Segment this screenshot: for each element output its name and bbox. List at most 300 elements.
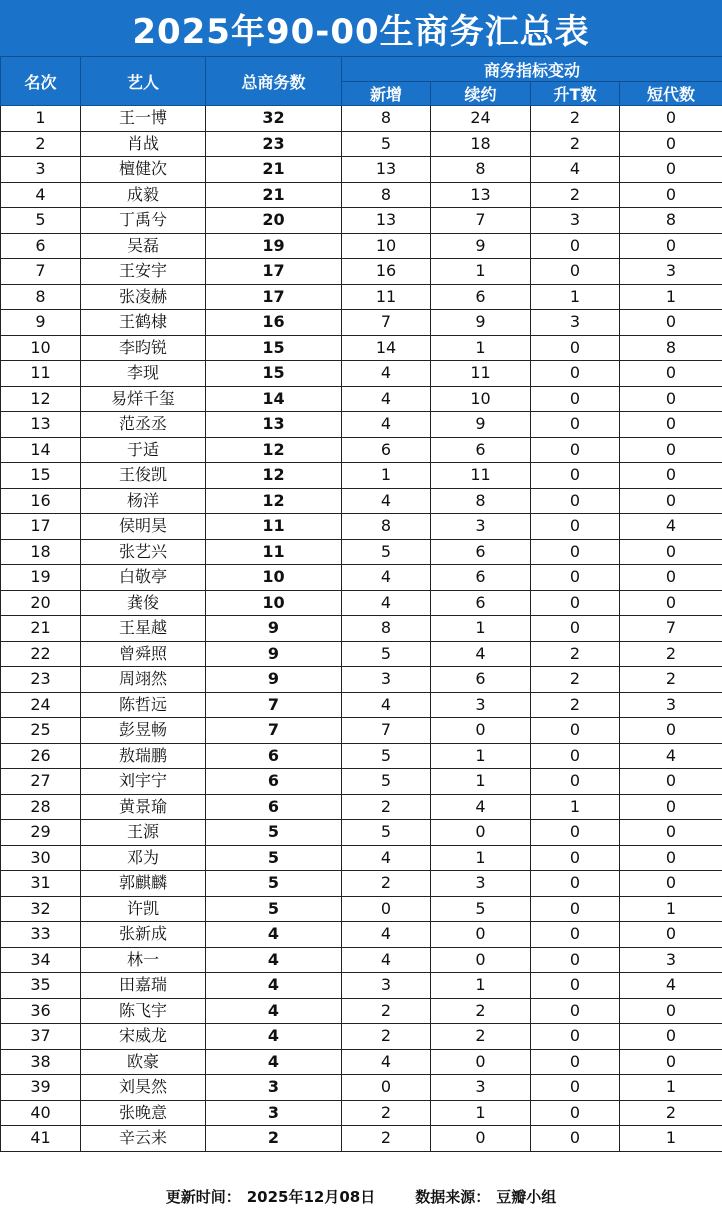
rank-cell: 29: [1, 820, 81, 846]
name-cell: 易烊千玺: [81, 386, 206, 412]
short-cell: 4: [620, 514, 722, 540]
upgrade-cell: 0: [531, 922, 620, 948]
short-cell: 0: [620, 1024, 722, 1050]
renew-cell: 6: [431, 437, 531, 463]
short-cell: 0: [620, 565, 722, 591]
renew-cell: 2: [431, 998, 531, 1024]
rank-cell: 6: [1, 233, 81, 259]
table-row: [1, 769, 722, 795]
rank-cell: 38: [1, 1049, 81, 1075]
short-cell: 7: [620, 616, 722, 642]
new-cell: 2: [342, 1126, 431, 1152]
name-cell: 王一博: [81, 106, 206, 132]
total-cell: 5: [206, 896, 342, 922]
table-row: [1, 310, 722, 336]
rank-cell: 19: [1, 565, 81, 591]
header-rank: 名次: [1, 57, 81, 106]
renew-cell: 6: [431, 539, 531, 565]
rank-cell: 33: [1, 922, 81, 948]
upgrade-cell: 2: [531, 692, 620, 718]
update-label: 更新时间：: [165, 1188, 241, 1206]
renew-cell: 1: [431, 259, 531, 285]
table-row: [1, 488, 722, 514]
rank-cell: 35: [1, 973, 81, 999]
renew-cell: 11: [431, 463, 531, 489]
name-cell: 陈哲远: [81, 692, 206, 718]
short-cell: 2: [620, 641, 722, 667]
rank-cell: 24: [1, 692, 81, 718]
name-cell: 张艺兴: [81, 539, 206, 565]
total-cell: 4: [206, 1024, 342, 1050]
new-cell: 4: [342, 590, 431, 616]
name-cell: 邓为: [81, 845, 206, 871]
short-cell: 1: [620, 1126, 722, 1152]
upgrade-cell: 2: [531, 641, 620, 667]
table-row: [1, 335, 722, 361]
name-cell: 敖瑞鹏: [81, 743, 206, 769]
short-cell: 0: [620, 233, 722, 259]
page-title: 2025年90-00生商务汇总表: [0, 0, 722, 56]
new-cell: 5: [342, 743, 431, 769]
new-cell: 8: [342, 616, 431, 642]
short-cell: 0: [620, 412, 722, 438]
short-cell: 2: [620, 1100, 722, 1126]
name-cell: 辛云来: [81, 1126, 206, 1152]
name-cell: 丁禹兮: [81, 208, 206, 234]
new-cell: 1: [342, 463, 431, 489]
total-cell: 12: [206, 437, 342, 463]
table-row: [1, 182, 722, 208]
total-cell: 16: [206, 310, 342, 336]
total-cell: 7: [206, 718, 342, 744]
renew-cell: 0: [431, 820, 531, 846]
rank-cell: 36: [1, 998, 81, 1024]
short-cell: 0: [620, 131, 722, 157]
name-cell: 张晚意: [81, 1100, 206, 1126]
total-cell: 13: [206, 412, 342, 438]
total-cell: 23: [206, 131, 342, 157]
name-cell: 王鹤棣: [81, 310, 206, 336]
rank-cell: 25: [1, 718, 81, 744]
renew-cell: 1: [431, 743, 531, 769]
renew-cell: 1: [431, 335, 531, 361]
name-cell: 王星越: [81, 616, 206, 642]
new-cell: 4: [342, 412, 431, 438]
total-cell: 11: [206, 514, 342, 540]
rank-cell: 26: [1, 743, 81, 769]
new-cell: 11: [342, 284, 431, 310]
table-row: [1, 998, 722, 1024]
header-total: 总商务数: [206, 57, 342, 106]
new-cell: 4: [342, 922, 431, 948]
upgrade-cell: 0: [531, 488, 620, 514]
short-cell: 0: [620, 157, 722, 183]
new-cell: 4: [342, 845, 431, 871]
rank-cell: 9: [1, 310, 81, 336]
name-cell: 范丞丞: [81, 412, 206, 438]
name-cell: 田嘉瑞: [81, 973, 206, 999]
renew-cell: 0: [431, 1126, 531, 1152]
name-cell: 刘昊然: [81, 1075, 206, 1101]
update-time: [166, 1186, 376, 1207]
renew-cell: 0: [431, 1049, 531, 1075]
renew-cell: 6: [431, 590, 531, 616]
short-cell: 0: [620, 539, 722, 565]
short-cell: 0: [620, 488, 722, 514]
rank-cell: 32: [1, 896, 81, 922]
short-cell: 0: [620, 922, 722, 948]
rank-cell: 23: [1, 667, 81, 693]
short-cell: 0: [620, 1049, 722, 1075]
name-cell: 欧豪: [81, 1049, 206, 1075]
short-cell: 0: [620, 463, 722, 489]
renew-cell: 8: [431, 488, 531, 514]
rank-cell: 27: [1, 769, 81, 795]
table-row: [1, 845, 722, 871]
total-cell: 10: [206, 590, 342, 616]
renew-cell: 10: [431, 386, 531, 412]
new-cell: 4: [342, 1049, 431, 1075]
renew-cell: 0: [431, 718, 531, 744]
upgrade-cell: 4: [531, 157, 620, 183]
upgrade-cell: 2: [531, 182, 620, 208]
upgrade-cell: 0: [531, 845, 620, 871]
renew-cell: 1: [431, 769, 531, 795]
table-row: [1, 820, 722, 846]
renew-cell: 3: [431, 871, 531, 897]
total-cell: 9: [206, 616, 342, 642]
new-cell: 13: [342, 208, 431, 234]
name-cell: 彭昱畅: [81, 718, 206, 744]
rank-cell: 16: [1, 488, 81, 514]
rank-cell: 40: [1, 1100, 81, 1126]
name-cell: 成毅: [81, 182, 206, 208]
rank-cell: 39: [1, 1075, 81, 1101]
upgrade-cell: 1: [531, 794, 620, 820]
new-cell: 2: [342, 794, 431, 820]
short-cell: 0: [620, 386, 722, 412]
short-cell: 0: [620, 106, 722, 132]
total-cell: 5: [206, 871, 342, 897]
rank-cell: 17: [1, 514, 81, 540]
name-cell: 于适: [81, 437, 206, 463]
short-cell: 0: [620, 769, 722, 795]
new-cell: 4: [342, 386, 431, 412]
table-row: [1, 284, 722, 310]
short-cell: 0: [620, 845, 722, 871]
total-cell: 5: [206, 820, 342, 846]
renew-cell: 1: [431, 1100, 531, 1126]
total-cell: 11: [206, 539, 342, 565]
table-row: [1, 514, 722, 540]
total-cell: 12: [206, 463, 342, 489]
name-cell: 王安宇: [81, 259, 206, 285]
new-cell: 0: [342, 1075, 431, 1101]
short-cell: 2: [620, 667, 722, 693]
renew-cell: 11: [431, 361, 531, 387]
table-row: [1, 361, 722, 387]
rank-cell: 15: [1, 463, 81, 489]
name-cell: 林一: [81, 947, 206, 973]
table-row: [1, 565, 722, 591]
rank-cell: 5: [1, 208, 81, 234]
upgrade-cell: 0: [531, 743, 620, 769]
upgrade-cell: 0: [531, 565, 620, 591]
short-cell: 3: [620, 259, 722, 285]
table-row: [1, 1126, 722, 1152]
upgrade-cell: 0: [531, 1075, 620, 1101]
upgrade-cell: 0: [531, 1049, 620, 1075]
new-cell: 4: [342, 565, 431, 591]
new-cell: 8: [342, 106, 431, 132]
short-cell: 4: [620, 743, 722, 769]
name-cell: 吴磊: [81, 233, 206, 259]
new-cell: 2: [342, 871, 431, 897]
name-cell: 白敬亭: [81, 565, 206, 591]
table-row: [1, 437, 722, 463]
header-group: 商务指标变动: [342, 57, 722, 82]
short-cell: 8: [620, 335, 722, 361]
upgrade-cell: 3: [531, 310, 620, 336]
header-upgrade: 升T数: [531, 82, 620, 106]
new-cell: 14: [342, 335, 431, 361]
short-cell: 3: [620, 692, 722, 718]
rank-cell: 18: [1, 539, 81, 565]
rank-cell: 37: [1, 1024, 81, 1050]
upgrade-cell: 0: [531, 820, 620, 846]
short-cell: 4: [620, 973, 722, 999]
short-cell: 0: [620, 437, 722, 463]
renew-cell: 3: [431, 1075, 531, 1101]
short-cell: 0: [620, 590, 722, 616]
upgrade-cell: 0: [531, 947, 620, 973]
rank-cell: 12: [1, 386, 81, 412]
table-row: [1, 1075, 722, 1101]
name-cell: 张凌赫: [81, 284, 206, 310]
upgrade-cell: 0: [531, 335, 620, 361]
table-row: [1, 106, 722, 132]
renew-cell: 0: [431, 947, 531, 973]
table-row: [1, 412, 722, 438]
table-row: [1, 1100, 722, 1126]
upgrade-cell: 0: [531, 718, 620, 744]
renew-cell: 5: [431, 896, 531, 922]
table-row: [1, 386, 722, 412]
upgrade-cell: 0: [531, 590, 620, 616]
short-cell: 8: [620, 208, 722, 234]
footer: [0, 1180, 722, 1213]
rank-cell: 7: [1, 259, 81, 285]
source-value: 豆瓣小组: [496, 1188, 557, 1206]
total-cell: 10: [206, 565, 342, 591]
renew-cell: 9: [431, 310, 531, 336]
renew-cell: 1: [431, 845, 531, 871]
new-cell: 6: [342, 437, 431, 463]
upgrade-cell: 0: [531, 973, 620, 999]
source-label: 数据来源：: [415, 1188, 491, 1206]
new-cell: 4: [342, 488, 431, 514]
total-cell: 21: [206, 182, 342, 208]
new-cell: 2: [342, 1024, 431, 1050]
table-row: [1, 131, 722, 157]
upgrade-cell: 0: [531, 998, 620, 1024]
new-cell: 7: [342, 718, 431, 744]
upgrade-cell: 0: [531, 539, 620, 565]
renew-cell: 6: [431, 667, 531, 693]
table-row: [1, 973, 722, 999]
header-new: 新增: [342, 82, 431, 106]
upgrade-cell: 2: [531, 131, 620, 157]
total-cell: 3: [206, 1100, 342, 1126]
upgrade-cell: 0: [531, 386, 620, 412]
new-cell: 16: [342, 259, 431, 285]
renew-cell: 1: [431, 973, 531, 999]
short-cell: 1: [620, 284, 722, 310]
rank-cell: 28: [1, 794, 81, 820]
business-table: [0, 56, 722, 1152]
table-row: [1, 157, 722, 183]
new-cell: 2: [342, 1100, 431, 1126]
total-cell: 9: [206, 667, 342, 693]
new-cell: 5: [342, 820, 431, 846]
total-cell: 15: [206, 361, 342, 387]
table-row: [1, 1049, 722, 1075]
rank-cell: 20: [1, 590, 81, 616]
new-cell: 4: [342, 361, 431, 387]
header-short: 短代数: [620, 82, 722, 106]
table-row: [1, 947, 722, 973]
rank-cell: 13: [1, 412, 81, 438]
total-cell: 6: [206, 769, 342, 795]
renew-cell: 6: [431, 284, 531, 310]
short-cell: 3: [620, 947, 722, 973]
upgrade-cell: 0: [531, 514, 620, 540]
rank-cell: 41: [1, 1126, 81, 1152]
new-cell: 3: [342, 973, 431, 999]
renew-cell: 18: [431, 131, 531, 157]
short-cell: 1: [620, 1075, 722, 1101]
rank-cell: 3: [1, 157, 81, 183]
short-cell: 0: [620, 718, 722, 744]
rank-cell: 10: [1, 335, 81, 361]
upgrade-cell: 1: [531, 284, 620, 310]
renew-cell: 3: [431, 514, 531, 540]
total-cell: 5: [206, 845, 342, 871]
renew-cell: 9: [431, 233, 531, 259]
table-row: [1, 641, 722, 667]
renew-cell: 2: [431, 1024, 531, 1050]
total-cell: 15: [206, 335, 342, 361]
name-cell: 王俊凯: [81, 463, 206, 489]
renew-cell: 13: [431, 182, 531, 208]
renew-cell: 0: [431, 922, 531, 948]
renew-cell: 3: [431, 692, 531, 718]
upgrade-cell: 3: [531, 208, 620, 234]
total-cell: 4: [206, 973, 342, 999]
new-cell: 4: [342, 692, 431, 718]
total-cell: 4: [206, 1049, 342, 1075]
renew-cell: 8: [431, 157, 531, 183]
new-cell: 5: [342, 131, 431, 157]
short-cell: 1: [620, 896, 722, 922]
name-cell: 王源: [81, 820, 206, 846]
total-cell: 32: [206, 106, 342, 132]
table-row: [1, 463, 722, 489]
table-body: [1, 106, 722, 1152]
upgrade-cell: 0: [531, 1024, 620, 1050]
total-cell: 21: [206, 157, 342, 183]
new-cell: 8: [342, 182, 431, 208]
table-row: [1, 1024, 722, 1050]
rank-cell: 11: [1, 361, 81, 387]
header-name: 艺人: [81, 57, 206, 106]
table-row: [1, 692, 722, 718]
short-cell: 0: [620, 871, 722, 897]
table-row: [1, 743, 722, 769]
name-cell: 侯明昊: [81, 514, 206, 540]
table-row: [1, 590, 722, 616]
total-cell: 6: [206, 794, 342, 820]
short-cell: 0: [620, 820, 722, 846]
rank-cell: 31: [1, 871, 81, 897]
table-row: [1, 718, 722, 744]
renew-cell: 24: [431, 106, 531, 132]
total-cell: 12: [206, 488, 342, 514]
rank-cell: 14: [1, 437, 81, 463]
name-cell: 肖战: [81, 131, 206, 157]
name-cell: 龚俊: [81, 590, 206, 616]
name-cell: 檀健次: [81, 157, 206, 183]
renew-cell: 1: [431, 616, 531, 642]
rank-cell: 2: [1, 131, 81, 157]
rank-cell: 8: [1, 284, 81, 310]
new-cell: 10: [342, 233, 431, 259]
name-cell: 郭麒麟: [81, 871, 206, 897]
upgrade-cell: 2: [531, 667, 620, 693]
table-row: [1, 667, 722, 693]
total-cell: 7: [206, 692, 342, 718]
rank-cell: 22: [1, 641, 81, 667]
new-cell: 13: [342, 157, 431, 183]
table-row: [1, 233, 722, 259]
name-cell: 宋威龙: [81, 1024, 206, 1050]
short-cell: 0: [620, 998, 722, 1024]
total-cell: 6: [206, 743, 342, 769]
total-cell: 14: [206, 386, 342, 412]
new-cell: 4: [342, 947, 431, 973]
table-row: [1, 208, 722, 234]
table-row: [1, 616, 722, 642]
name-cell: 李昀锐: [81, 335, 206, 361]
new-cell: 5: [342, 539, 431, 565]
rank-cell: 34: [1, 947, 81, 973]
rank-cell: 30: [1, 845, 81, 871]
new-cell: 0: [342, 896, 431, 922]
renew-cell: 4: [431, 794, 531, 820]
upgrade-cell: 0: [531, 463, 620, 489]
table-row: [1, 794, 722, 820]
table-row: [1, 871, 722, 897]
new-cell: 5: [342, 641, 431, 667]
upgrade-cell: 0: [531, 1126, 620, 1152]
name-cell: 黄景瑜: [81, 794, 206, 820]
renew-cell: 4: [431, 641, 531, 667]
total-cell: 3: [206, 1075, 342, 1101]
table-row: [1, 922, 722, 948]
name-cell: 周翊然: [81, 667, 206, 693]
table-header: [1, 57, 722, 106]
upgrade-cell: 0: [531, 233, 620, 259]
